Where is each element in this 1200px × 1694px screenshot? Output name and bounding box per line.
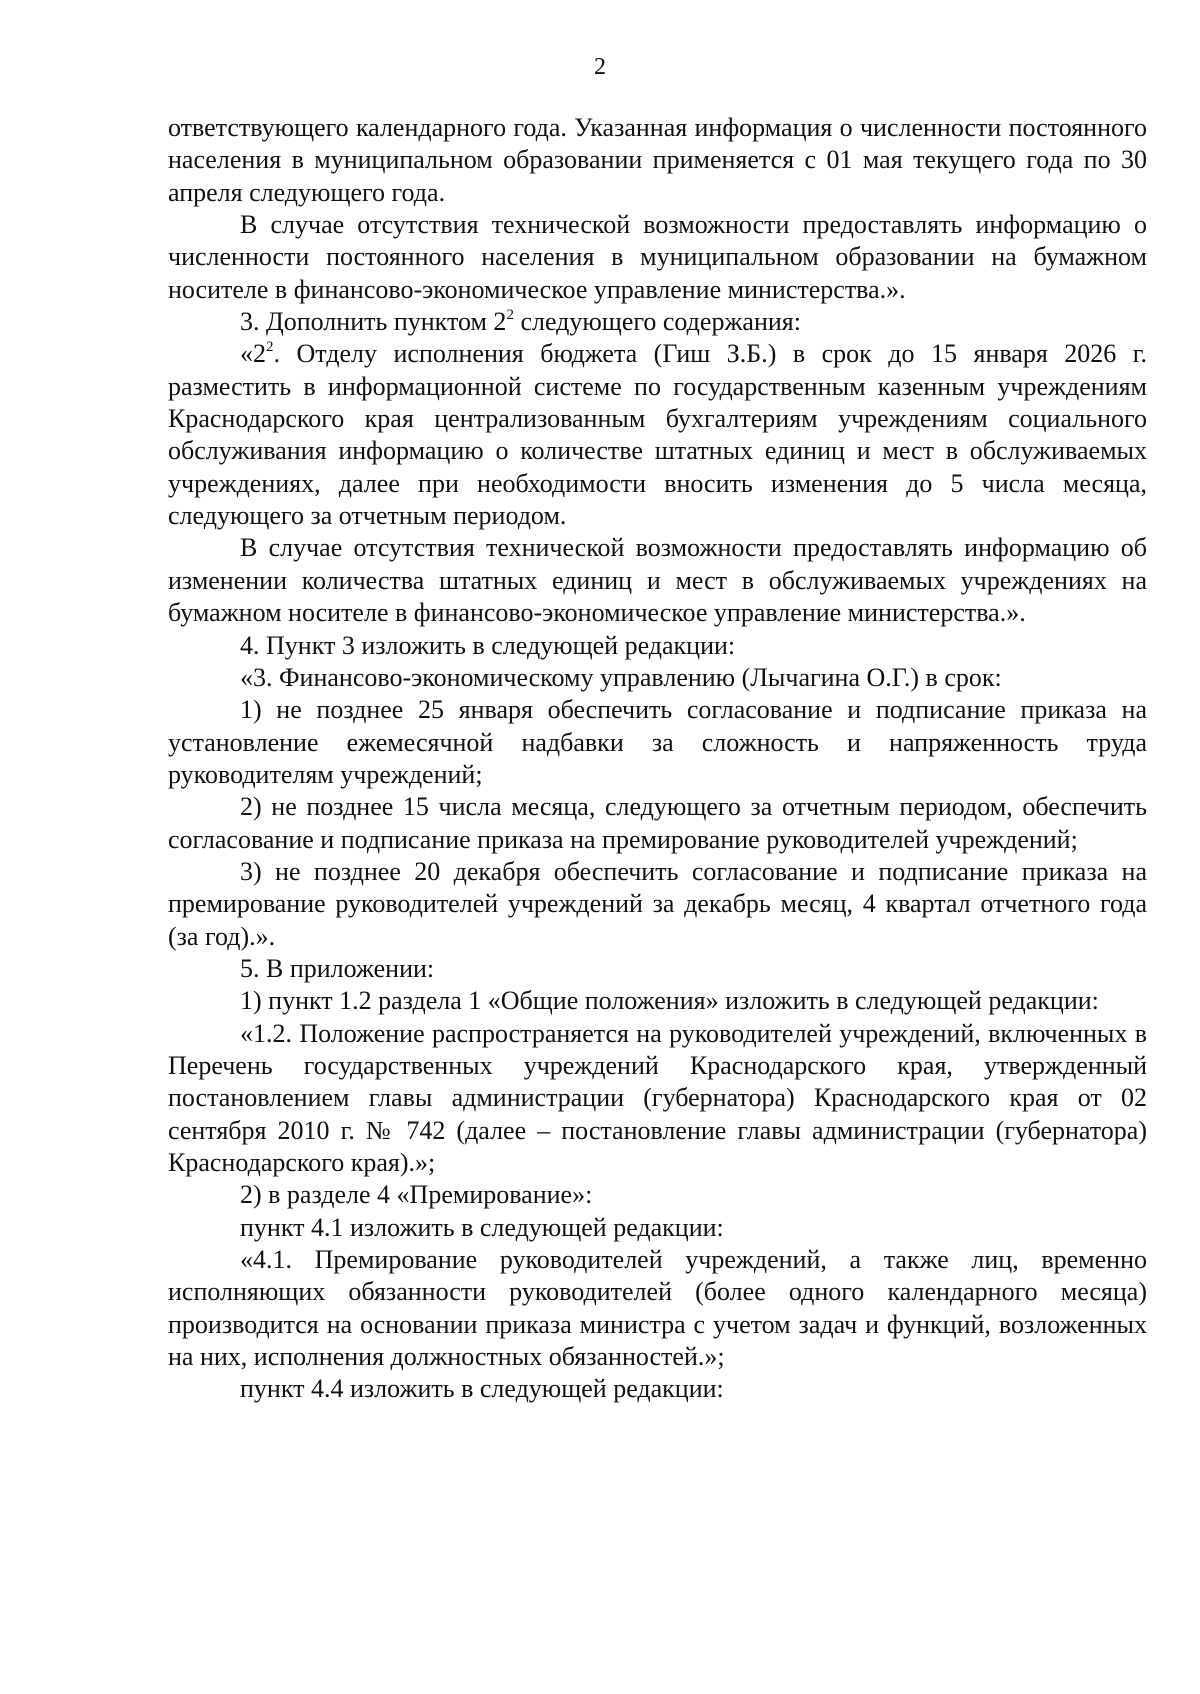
superscript: 2 [506,307,514,324]
superscript: 2 [266,339,274,356]
paragraph: В случае отсутствия технической возможности предоставлять информацию об изменении количества штатных единиц и мест в обслуживаемых учреждениях на бумажном носителе в финансово-экономическое управление министерства.». [168,533,1147,628]
paragraph: «1.2. Положение распространяется на руководителей учреждений, включенных в Перечень государственных учреждений Краснодарского края, утвержденный постановлением главы администрации (губернатора) Краснодарского края от 02 сентября 2010 г. № 742 (далее – постановление главы администрации (губернатора) Краснодарского края).»; [168,1018,1147,1177]
paragraph-text: 3. Дополнить пунктом 2 [240,307,507,337]
paragraph: 4. Пункт 3 изложить в следующей редакции: [240,630,736,660]
paragraph [168,338,1147,532]
paragraph: 2) не позднее 15 числа месяца, следующего за отчетным периодом, обеспечить согласование и подписание приказа на премирование руководителей учреждений; [168,792,1147,854]
paragraph: «3. Финансово-экономическому управлению (Лычагина О.Г.) в срок: [240,662,1002,692]
paragraph-text: . Отделу исполнения бюджета (Гиш З.Б.) в срок до 15 января 2026 г. разместить в информационной системе по государственным казенным учреждениям Краснодарского края централизованным бухгалтериям учреждениям социального обслуживания информацию о количестве штатных единиц и мест в обслуживаемых учреждениях, далее при необходимости вносить изменения до 5 числа месяца, следующего за отчетным периодом. [168,339,1147,531]
paragraph: 3) не позднее 20 декабря обеспечить согласование и подписание приказа на премирование руководителей учреждений за декабрь месяц, 4 квартал отчетного года (за год).». [168,856,1147,951]
page-number: 2 [594,54,606,80]
paragraph: 1) не позднее 25 января обеспечить согласование и подписание приказа на установление ежемесячной надбавки за сложность и напряженность труда руководителям учреждений; [168,695,1147,789]
paragraph: В случае отсутствия технической возможности предоставлять информацию о численности постоянного населения в муниципальном образовании на бумажном носителе в финансово-экономическое управление министерства.». [168,210,1147,304]
paragraph: пункт 4.4 изложить в следующей редакции: [240,1374,724,1404]
paragraph-text: следующего содержания: [513,307,801,337]
paragraph: «4.1. Премирование руководителей учреждений, а также лиц, временно исполняющих обязанности руководителей (более одного календарного месяца) производится на основании приказа министра с учетом задач и функций, возложенных на них, исполнения должностных обязанностей.»; [168,1245,1147,1372]
paragraph [168,306,1147,338]
document-body [168,112,1147,1406]
paragraph: 2) в разделе 4 «Премирование»: [240,1180,593,1210]
paragraph: 5. В приложении: [240,953,435,983]
paragraph: 1) пункт 1.2 раздела 1 «Общие положения» изложить в следующей редакции: [240,986,1099,1016]
paragraph-text: «2 [240,339,266,369]
paragraph: пункт 4.1 изложить в следующей редакции: [240,1212,724,1242]
paragraph: ответствующего календарного года. Указанная информация о численности постоянного населения в муниципальном образовании применяется с 01 мая текущего года по 30 апреля следующего года. [168,113,1147,207]
